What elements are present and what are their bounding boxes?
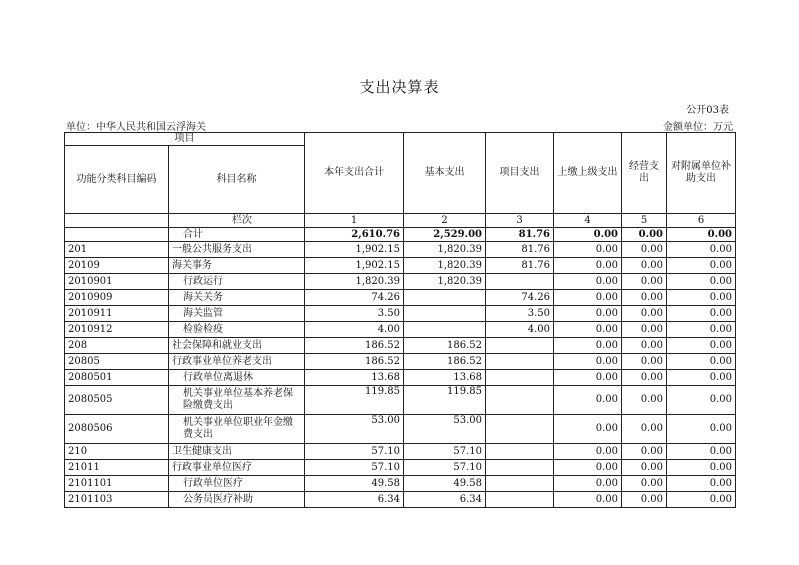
row-value: 74.26 xyxy=(486,290,554,306)
table-row xyxy=(65,476,736,492)
page-title: 支出决算表 xyxy=(359,78,440,96)
row-value: 0.00 xyxy=(554,460,622,476)
table-row xyxy=(65,386,736,415)
row-value: 4.00 xyxy=(305,322,404,338)
header-basic-expenditure: 基本支出 xyxy=(404,133,486,214)
row-value: 1,820.39 xyxy=(404,274,486,290)
row-value: 0.00 xyxy=(667,290,736,306)
row-value: 1,820.39 xyxy=(404,258,486,274)
total-row xyxy=(65,228,736,242)
row-value: 0.00 xyxy=(554,258,622,274)
colno-2: 2 xyxy=(404,214,486,228)
row-code: 20805 xyxy=(65,354,169,370)
row-value: 57.10 xyxy=(404,444,486,460)
header-remit-upper: 上缴上级支出 xyxy=(554,133,622,214)
expenditure-table xyxy=(64,132,736,508)
row-value: 0.00 xyxy=(622,415,667,444)
row-code: 2010909 xyxy=(65,290,169,306)
row-code: 2080505 xyxy=(65,386,169,415)
row-value: 0.00 xyxy=(554,290,622,306)
table-row xyxy=(65,370,736,386)
row-value: 1,902.15 xyxy=(305,242,404,258)
table-body xyxy=(65,214,736,508)
row-value: 49.58 xyxy=(305,476,404,492)
row-value: 0.00 xyxy=(554,274,622,290)
row-value: 0.00 xyxy=(554,306,622,322)
colno-1: 1 xyxy=(305,214,404,228)
header-subject-name: 科目名称 xyxy=(169,146,305,214)
row-value: 13.68 xyxy=(305,370,404,386)
row-name: 海关关务 xyxy=(169,290,305,306)
table-row xyxy=(65,274,736,290)
form-number: 公开03表 xyxy=(686,105,729,116)
row-value: 0.00 xyxy=(622,322,667,338)
row-value: 49.58 xyxy=(404,476,486,492)
row-value: 13.68 xyxy=(404,370,486,386)
row-value: 0.00 xyxy=(554,492,622,508)
row-value xyxy=(486,476,554,492)
colno-4: 4 xyxy=(554,214,622,228)
header-project: 项目 xyxy=(65,133,305,146)
row-value: 0.00 xyxy=(554,322,622,338)
row-name: 行政运行 xyxy=(169,274,305,290)
row-name: 机关事业单位职业年金缴费支出 xyxy=(169,415,305,444)
table-row xyxy=(65,322,736,338)
row-name: 卫生健康支出 xyxy=(169,444,305,460)
row-value: 0.00 xyxy=(622,274,667,290)
unit-label: 单位：中华人民共和国云浮海关 xyxy=(66,122,206,133)
row-value: 6.34 xyxy=(305,492,404,508)
row-value xyxy=(486,386,554,415)
row-code: 210 xyxy=(65,444,169,460)
table-row xyxy=(65,460,736,476)
table-row xyxy=(65,492,736,508)
row-value xyxy=(404,322,486,338)
row-value: 0.00 xyxy=(667,415,736,444)
colno-blank xyxy=(65,214,169,228)
row-code: 2101101 xyxy=(65,476,169,492)
row-value: 0.00 xyxy=(622,444,667,460)
row-value: 0.00 xyxy=(667,242,736,258)
row-value: 0.00 xyxy=(622,242,667,258)
row-code: 2010901 xyxy=(65,274,169,290)
row-value: 74.26 xyxy=(305,290,404,306)
row-value: 0.00 xyxy=(622,338,667,354)
row-value: 0.00 xyxy=(622,258,667,274)
row-value: 0.00 xyxy=(554,444,622,460)
row-value: 57.10 xyxy=(305,460,404,476)
row-name: 公务员医疗补助 xyxy=(169,492,305,508)
row-code: 2101103 xyxy=(65,492,169,508)
row-value: 6.34 xyxy=(404,492,486,508)
row-value: 186.52 xyxy=(404,338,486,354)
row-value: 119.85 xyxy=(305,386,404,415)
row-name: 行政事业单位养老支出 xyxy=(169,354,305,370)
row-code: 20109 xyxy=(65,258,169,274)
row-value: 0.00 xyxy=(667,322,736,338)
table-row xyxy=(65,290,736,306)
row-value: 57.10 xyxy=(305,444,404,460)
colno-3: 3 xyxy=(486,214,554,228)
row-name: 社会保障和就业支出 xyxy=(169,338,305,354)
colno-label: 栏次 xyxy=(169,214,305,228)
row-value: 0.00 xyxy=(622,460,667,476)
row-value: 0.00 xyxy=(554,415,622,444)
row-value: 0.00 xyxy=(554,242,622,258)
row-value: 0.00 xyxy=(554,354,622,370)
row-value xyxy=(486,444,554,460)
header-function-code: 功能分类科目编码 xyxy=(65,146,169,214)
table-row xyxy=(65,354,736,370)
row-value: 0.00 xyxy=(667,258,736,274)
row-value: 81.76 xyxy=(486,258,554,274)
row-code: 208 xyxy=(65,338,169,354)
row-name: 海关监管 xyxy=(169,306,305,322)
header-operating: 经营支出 xyxy=(622,133,667,214)
row-code: 2010911 xyxy=(65,306,169,322)
total-value: 0.00 xyxy=(554,228,622,242)
table-row xyxy=(65,415,736,444)
row-value: 0.00 xyxy=(667,386,736,415)
row-value: 0.00 xyxy=(622,370,667,386)
row-value: 3.50 xyxy=(305,306,404,322)
row-value: 53.00 xyxy=(404,415,486,444)
row-value xyxy=(404,290,486,306)
row-value: 0.00 xyxy=(622,306,667,322)
row-value: 0.00 xyxy=(667,476,736,492)
row-value: 0.00 xyxy=(667,338,736,354)
table-row xyxy=(65,242,736,258)
table-row xyxy=(65,306,736,322)
row-value: 0.00 xyxy=(622,476,667,492)
row-value: 186.52 xyxy=(305,354,404,370)
row-value: 119.85 xyxy=(404,386,486,415)
row-value: 1,820.39 xyxy=(305,274,404,290)
total-value: 0.00 xyxy=(667,228,736,242)
row-value: 1,820.39 xyxy=(404,242,486,258)
row-value: 0.00 xyxy=(667,354,736,370)
row-name: 行政事业单位医疗 xyxy=(169,460,305,476)
table-row xyxy=(65,258,736,274)
total-value: 81.76 xyxy=(486,228,554,242)
row-value: 81.76 xyxy=(486,242,554,258)
row-value xyxy=(486,354,554,370)
colno-6: 6 xyxy=(667,214,736,228)
row-value: 57.10 xyxy=(404,460,486,476)
row-value: 3.50 xyxy=(486,306,554,322)
row-name: 机关事业单位基本养老保险缴费支出 xyxy=(169,386,305,415)
row-value: 0.00 xyxy=(622,492,667,508)
table-row xyxy=(65,338,736,354)
row-value: 0.00 xyxy=(667,306,736,322)
row-value: 0.00 xyxy=(667,370,736,386)
row-value xyxy=(486,370,554,386)
row-name: 一般公共服务支出 xyxy=(169,242,305,258)
row-value xyxy=(486,338,554,354)
row-code: 2080506 xyxy=(65,415,169,444)
row-value: 0.00 xyxy=(667,492,736,508)
row-value xyxy=(404,306,486,322)
total-label: 合计 xyxy=(169,228,305,242)
total-value: 0.00 xyxy=(622,228,667,242)
row-value: 186.52 xyxy=(305,338,404,354)
row-name: 海关事务 xyxy=(169,258,305,274)
row-value: 0.00 xyxy=(667,460,736,476)
header-subsidiary-subsidy: 对附属单位补助支出 xyxy=(667,133,736,214)
header-project-expenditure: 项目支出 xyxy=(486,133,554,214)
row-value: 0.00 xyxy=(554,386,622,415)
row-value: 53.00 xyxy=(305,415,404,444)
row-value xyxy=(486,460,554,476)
row-value xyxy=(486,415,554,444)
row-value: 0.00 xyxy=(667,274,736,290)
table-row xyxy=(65,444,736,460)
row-name: 行政单位离退休 xyxy=(169,370,305,386)
row-code: 201 xyxy=(65,242,169,258)
row-code: 21011 xyxy=(65,460,169,476)
row-code: 2080501 xyxy=(65,370,169,386)
row-value: 0.00 xyxy=(622,386,667,415)
row-value xyxy=(486,492,554,508)
colno-5: 5 xyxy=(622,214,667,228)
row-code: 2010912 xyxy=(65,322,169,338)
row-value: 0.00 xyxy=(667,444,736,460)
row-value: 186.52 xyxy=(404,354,486,370)
row-name: 行政单位医疗 xyxy=(169,476,305,492)
row-value: 0.00 xyxy=(554,370,622,386)
amount-unit-label: 金额单位：万元 xyxy=(663,122,733,133)
total-value: 2,529.00 xyxy=(404,228,486,242)
column-number-row xyxy=(65,214,736,228)
row-value: 0.00 xyxy=(554,476,622,492)
row-value: 4.00 xyxy=(486,322,554,338)
row-value xyxy=(486,274,554,290)
total-blank xyxy=(65,228,169,242)
row-value: 1,902.15 xyxy=(305,258,404,274)
row-value: 0.00 xyxy=(554,338,622,354)
row-value: 0.00 xyxy=(622,354,667,370)
row-name: 检验检疫 xyxy=(169,322,305,338)
header-total-expenditure: 本年支出合计 xyxy=(305,133,404,214)
row-value: 0.00 xyxy=(622,290,667,306)
total-value: 2,610.76 xyxy=(305,228,404,242)
